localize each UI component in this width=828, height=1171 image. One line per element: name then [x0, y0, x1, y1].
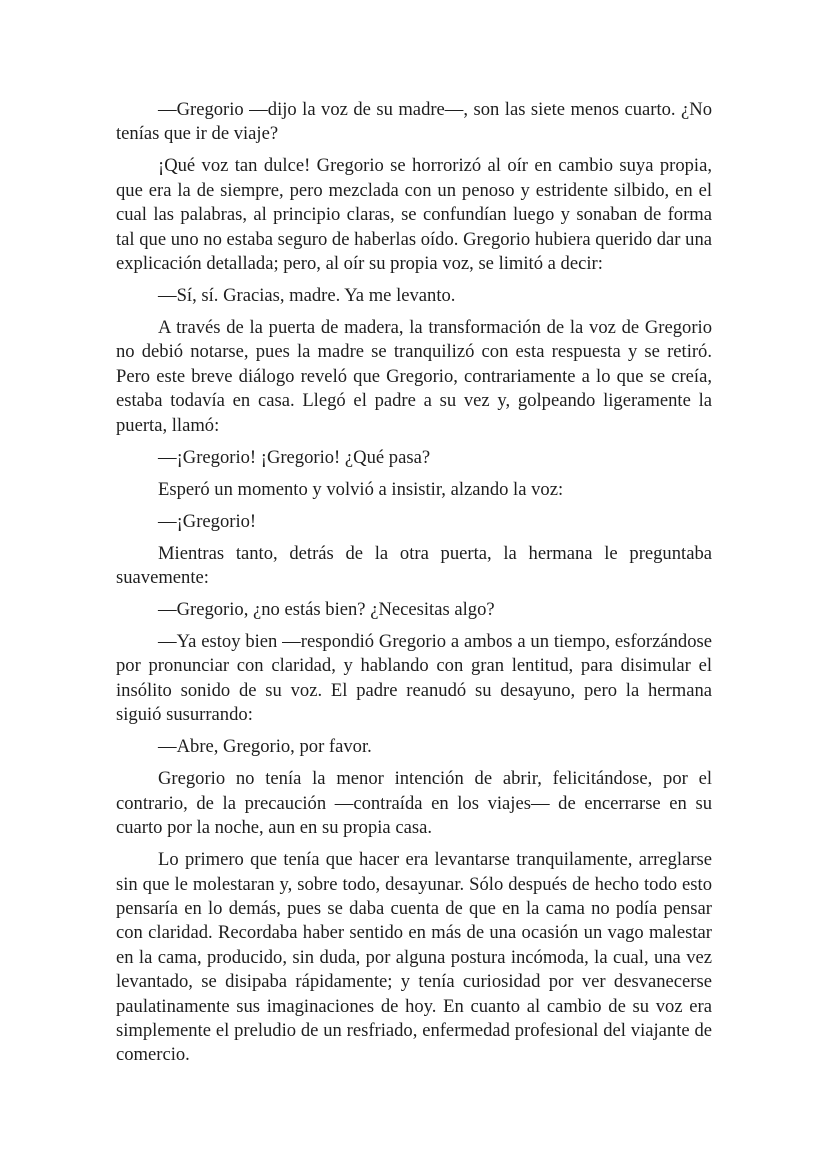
paragraph: Mientras tanto, detrás de la otra puerta, la hermana le preguntaba suavemente:	[116, 542, 712, 589]
paragraph: —Gregorio, ¿no estás bien? ¿Necesitas algo?	[158, 599, 495, 621]
paragraph: —¡Gregorio! ¡Gregorio! ¿Qué pasa?	[158, 446, 431, 468]
book-page	[116, 98, 712, 1075]
paragraph: A través de la puerta de madera, la transformación de la voz de Gregorio no debió notarse, pues la madre se tranquilizó con esta respuesta y se retiró. Pero este breve diálogo reveló que Gregorio, contrariamente a lo que se creía, estaba todavía en casa. Llegó el padre a su vez y, golpeando ligeramente la puerta, llamó:	[116, 317, 712, 436]
paragraph: ¡Qué voz tan dulce! Gregorio se horrorizó al oír en cambio suya propia, que era la de siempre, pero mezclada con un penoso y estridente silbido, en el cual las palabras, al principio claras, se confundían luego y sonaban de forma tal que uno no estaba seguro de haberlas oído. Gregorio hubiera querido dar una explicación detallada; pero, al oír su propia voz, se limitó a decir:	[116, 155, 712, 275]
paragraph: Esperó un momento y volvió a insistir, alzando la voz:	[158, 478, 564, 500]
paragraph: —Gregorio —dijo la voz de su madre—, son las siete menos cuarto. ¿No tenías que ir de viaje?	[116, 99, 712, 145]
paragraph: Gregorio no tenía la menor intención de abrir, felicitándose, por el contrario, de la precaución —contraída en los viajes— de encerrarse en su cuarto por la noche, aun en su propia casa.	[116, 768, 712, 839]
paragraph: —Abre, Gregorio, por favor.	[158, 736, 372, 758]
paragraph: Lo primero que tenía que hacer era levantarse tranquilamente, arreglarse sin que le molestaran y, sobre todo, desayunar. Sólo después de hecho todo esto pensaría en lo demás, pues se daba cuenta de que en la cama no podía pensar con claridad. Recordaba haber sentido en más de una ocasión un vago malestar en la cama, producido, sin duda, por alguna postura incómoda, la cual, una vez levantado, se disipaba rápidamente; y tenía curiosidad por ver desvanecerse paulatinamente sus imaginaciones de hoy. En cuanto al cambio de su voz era simplemente el preludio de un resfriado, enfermedad profesional del viajante de comercio.	[116, 849, 712, 1066]
paragraph: —Sí, sí. Gracias, madre. Ya me levanto.	[158, 285, 456, 307]
paragraph: —¡Gregorio!	[158, 510, 257, 532]
paragraph: —Ya estoy bien —respondió Gregorio a ambos a un tiempo, esforzándose por pronunciar con claridad, y hablando con gran lentitud, para disimular el insólito sonido de su voz. El padre reanudó su desayuno, pero la hermana siguió susurrando:	[116, 631, 712, 726]
